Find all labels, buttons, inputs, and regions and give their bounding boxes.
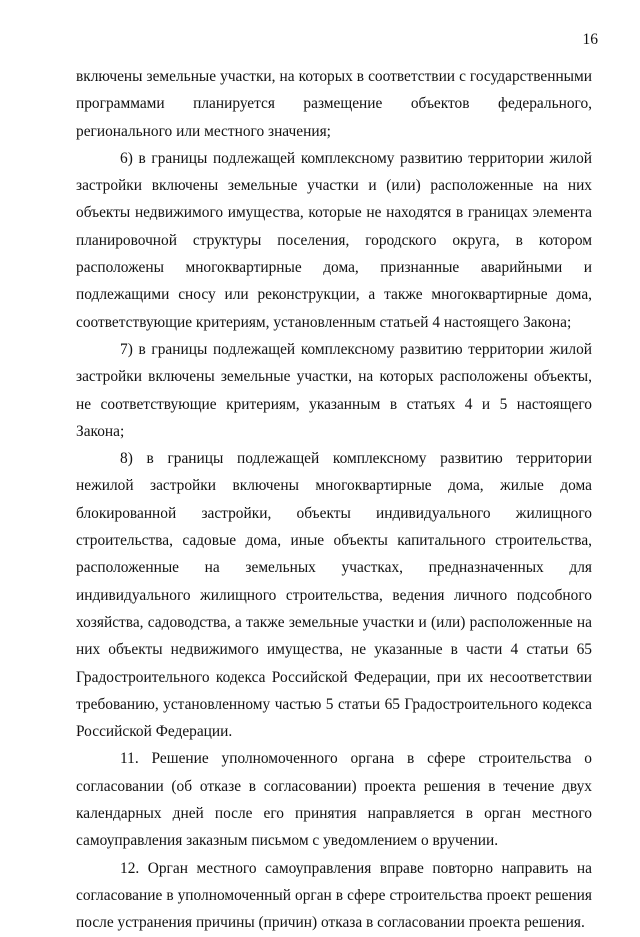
paragraph-item-7: 7) в границы подлежащей комплексному развитию территории жилой застройки включены земельные участки, на которых расположены объекты, не соответствующие критериям, указанным в статьях 4 и 5 настоящего Закона; xyxy=(76,340,592,440)
paragraph-item-6: 6) в границы подлежащей комплексному развитию территории жилой застройки включены земельные участки и (или) расположенные на них объекты недвижимого имущества, которые не находятся в границах элемента планировочной структуры поселения, городского округа, в котором расположены многоквартирные дома, признанные аварийными и подлежащими сносу или реконструкции, а также многоквартирные дома, соответствующие критериям, установленным статьей 4 настоящего Закона; xyxy=(76,149,592,331)
paragraph-clause-12: 12. Орган местного самоуправления вправе повторно направить на согласование в уполномоченный орган в сфере строительства проект решения после устранения причины (причин) отказа в согласовании проекта решения. xyxy=(76,859,592,932)
document-body xyxy=(76,63,592,937)
page-number: 16 xyxy=(582,31,598,48)
paragraph-continuation: включены земельные участки, на которых в соответствии с государственными программами планируется размещение объектов федерального, регионального или местного значения; xyxy=(76,68,592,140)
paragraph-clause-11: 11. Решение уполномоченного органа в сфере строительства о согласовании (об отказе в согласовании) проекта решения в течение двух календарных дней после его принятия направляется в орган местного самоуправления заказным письмом с уведомлением о вручении. xyxy=(76,750,592,850)
paragraph-item-8: 8) в границы подлежащей комплексному развитию территории нежилой застройки включены многоквартирные дома, жилые дома блокированной застройки, объекты индивидуального жилищного строительства, садовые дома, иные объекты капитального строительства, расположенные на земельных участках, предназначенных для индивидуального жилищного строительства, ведения личного подсобного хозяйства, садоводства, а также земельные участки и (или) расположенные на них объекты недвижимого имущества, не указанные в части 4 статьи 65 Градостроительного кодекса Российской Федерации, при их несоответствии требованию, установленному частью 5 статьи 65 Градостроительного кодекса Российской Федерации. xyxy=(76,450,592,741)
